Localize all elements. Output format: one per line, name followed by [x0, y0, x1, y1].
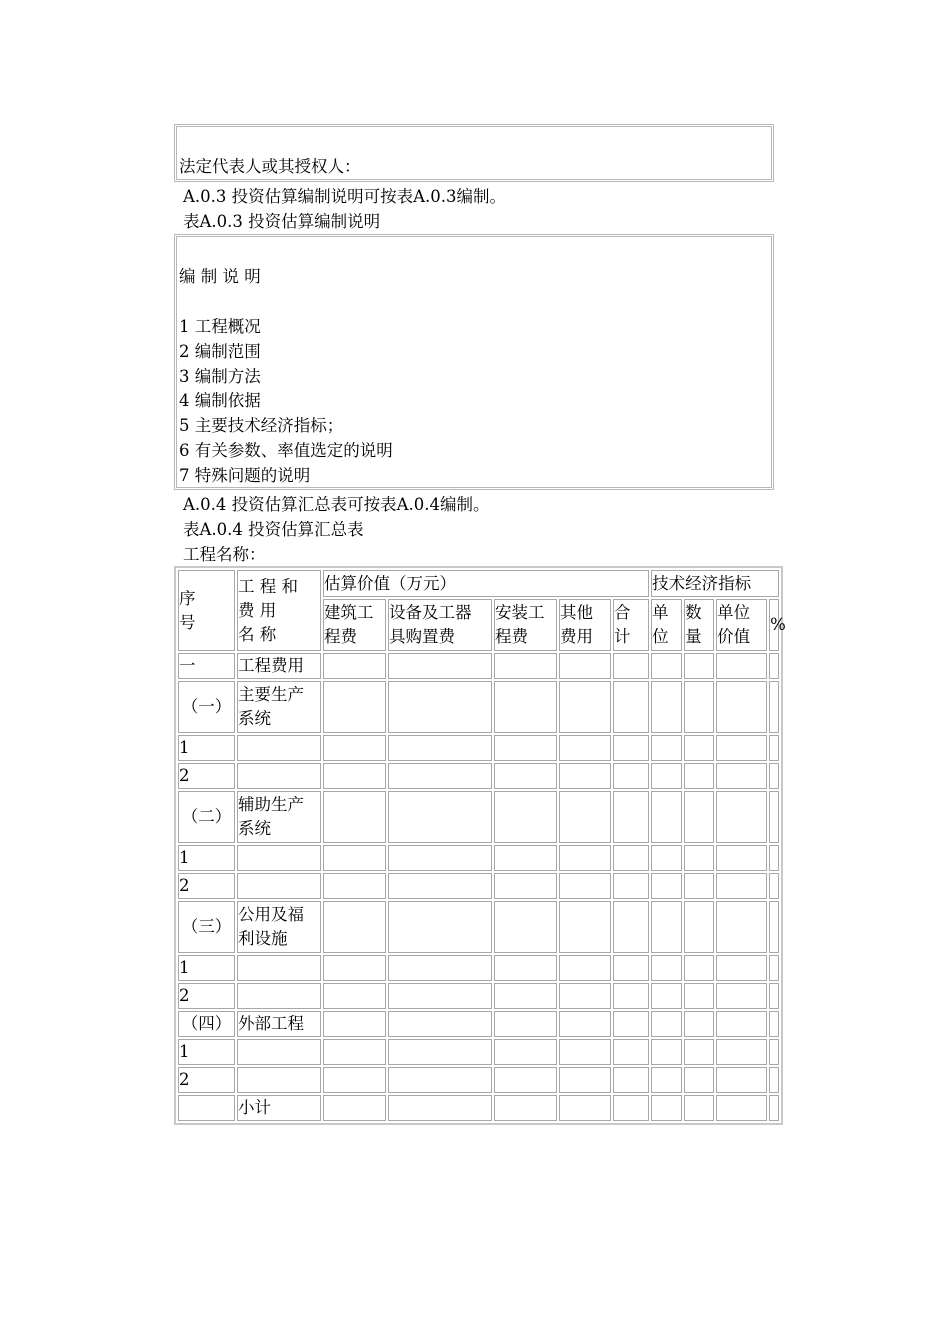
header-installation: 安装工 程费 — [494, 599, 557, 651]
empty-cell — [684, 791, 714, 843]
explanation-item: 1 工程概况 — [179, 317, 261, 336]
empty-cell — [651, 763, 682, 789]
empty-cell — [559, 735, 611, 761]
empty-cell — [684, 763, 714, 789]
empty-cell — [388, 653, 492, 679]
empty-cell — [388, 845, 492, 871]
header-estimate: 估算价值（万元） — [323, 570, 649, 597]
table-row — [178, 983, 779, 1009]
header-unit: 单 位 — [651, 599, 682, 651]
row-name: 外部工程 — [237, 1011, 321, 1037]
empty-cell — [388, 1095, 492, 1121]
header-building: 建筑工 程费 — [323, 599, 386, 651]
signature-box — [174, 124, 774, 182]
empty-cell — [613, 735, 649, 761]
row-seq: 1 — [178, 1039, 235, 1065]
empty-cell — [494, 1011, 557, 1037]
empty-cell — [559, 901, 611, 953]
empty-cell — [769, 873, 779, 899]
header-other: 其他 费用 — [559, 599, 611, 651]
table-row — [178, 873, 779, 899]
row-name: 主要生产 系统 — [237, 681, 321, 733]
empty-cell — [613, 845, 649, 871]
estimate-summary-table — [174, 566, 786, 1125]
row-seq: （二） — [178, 791, 235, 843]
empty-cell — [613, 1095, 649, 1121]
empty-cell — [716, 1095, 767, 1121]
header-name: 工 程 和 费 用 名 称 — [237, 570, 321, 651]
empty-cell — [684, 1067, 714, 1093]
empty-cell — [613, 791, 649, 843]
empty-cell — [651, 955, 682, 981]
empty-cell — [769, 1011, 779, 1037]
header-row-1 — [178, 570, 779, 597]
empty-cell — [323, 1011, 386, 1037]
table-row — [178, 1011, 779, 1037]
explanation-item: 3 编制方法 — [179, 366, 261, 386]
empty-cell — [323, 955, 386, 981]
row-seq — [178, 1095, 235, 1121]
a03-caption: 表A.0.3 投资估算编制说明 — [183, 212, 381, 231]
explanation-item: 2 编制范围 — [179, 341, 261, 361]
empty-cell — [684, 955, 714, 981]
empty-cell — [651, 1039, 682, 1065]
empty-cell — [769, 681, 779, 733]
row-seq: （一） — [178, 681, 235, 733]
row-name — [237, 955, 321, 981]
empty-cell — [769, 845, 779, 871]
empty-cell — [716, 653, 767, 679]
empty-cell — [323, 1067, 386, 1093]
empty-cell — [684, 1039, 714, 1065]
empty-cell — [323, 791, 386, 843]
row-seq: 2 — [178, 763, 235, 789]
empty-cell — [716, 1011, 767, 1037]
empty-cell — [323, 735, 386, 761]
empty-cell — [651, 845, 682, 871]
empty-cell — [559, 681, 611, 733]
a04-caption: 表A.0.4 投资估算汇总表 — [183, 520, 364, 539]
row-seq: 1 — [178, 955, 235, 981]
empty-cell — [769, 763, 779, 789]
empty-cell — [716, 763, 767, 789]
empty-cell — [769, 1039, 779, 1065]
empty-cell — [769, 901, 779, 953]
header-unit-value: 单位 价值 — [716, 599, 767, 651]
empty-cell — [494, 791, 557, 843]
empty-cell — [684, 845, 714, 871]
row-name — [237, 845, 321, 871]
empty-cell — [613, 681, 649, 733]
empty-cell — [684, 653, 714, 679]
row-name — [237, 763, 321, 789]
empty-cell — [613, 1067, 649, 1093]
empty-cell — [684, 873, 714, 899]
empty-cell — [388, 873, 492, 899]
empty-cell — [494, 763, 557, 789]
explanation-item: 6 有关参数、率值选定的说明 — [179, 441, 393, 460]
empty-cell — [651, 1095, 682, 1121]
empty-cell — [684, 735, 714, 761]
header-percent: % — [769, 599, 779, 651]
empty-cell — [388, 1011, 492, 1037]
empty-cell — [494, 873, 557, 899]
empty-cell — [559, 983, 611, 1009]
row-seq: 1 — [178, 845, 235, 871]
empty-cell — [559, 1011, 611, 1037]
empty-cell — [323, 845, 386, 871]
empty-cell — [651, 1067, 682, 1093]
empty-cell — [494, 1039, 557, 1065]
empty-cell — [323, 901, 386, 953]
table-row — [178, 681, 779, 733]
table-row — [178, 763, 779, 789]
empty-cell — [769, 791, 779, 843]
row-seq: 2 — [178, 1067, 235, 1093]
empty-cell — [323, 653, 386, 679]
empty-cell — [323, 873, 386, 899]
row-seq: 一 — [178, 653, 235, 679]
row-name — [237, 873, 321, 899]
header-total: 合 计 — [613, 599, 649, 651]
empty-cell — [559, 873, 611, 899]
table-row — [178, 1067, 779, 1093]
empty-cell — [613, 653, 649, 679]
empty-cell — [559, 1095, 611, 1121]
empty-cell — [388, 901, 492, 953]
empty-cell — [388, 791, 492, 843]
table-row — [178, 901, 779, 953]
empty-cell — [769, 983, 779, 1009]
empty-cell — [716, 791, 767, 843]
empty-cell — [388, 1067, 492, 1093]
row-name — [237, 1039, 321, 1065]
empty-cell — [559, 845, 611, 871]
header-tech: 技术经济指标 — [651, 570, 779, 597]
row-name: 工程费用 — [237, 653, 321, 679]
empty-cell — [651, 983, 682, 1009]
empty-cell — [613, 763, 649, 789]
row-seq: 2 — [178, 873, 235, 899]
empty-cell — [769, 1095, 779, 1121]
empty-cell — [716, 873, 767, 899]
empty-cell — [716, 735, 767, 761]
empty-cell — [651, 735, 682, 761]
empty-cell — [559, 1067, 611, 1093]
empty-cell — [559, 791, 611, 843]
empty-cell — [388, 763, 492, 789]
header-seq: 序 号 — [178, 570, 235, 651]
empty-cell — [769, 955, 779, 981]
header-equipment: 设备及工器 具购置费 — [388, 599, 492, 651]
empty-cell — [769, 735, 779, 761]
empty-cell — [323, 983, 386, 1009]
empty-cell — [651, 901, 682, 953]
row-seq: （四） — [178, 1011, 235, 1037]
explanation-item: 4 编制依据 — [179, 391, 261, 411]
empty-cell — [323, 1039, 386, 1065]
empty-cell — [684, 983, 714, 1009]
empty-cell — [494, 735, 557, 761]
row-name — [237, 1067, 321, 1093]
empty-cell — [716, 983, 767, 1009]
row-name: 辅助生产 系统 — [237, 791, 321, 843]
empty-cell — [323, 681, 386, 733]
empty-cell — [494, 653, 557, 679]
row-seq: 1 — [178, 735, 235, 761]
table-row — [178, 845, 779, 871]
table-row — [178, 1095, 779, 1121]
empty-cell — [388, 1039, 492, 1065]
table-row — [178, 1039, 779, 1065]
signature-line: 法定代表人或其授权人： — [179, 157, 361, 176]
empty-cell — [494, 845, 557, 871]
explanation-box — [174, 234, 774, 490]
empty-cell — [651, 791, 682, 843]
project-name-label: 工程名称： — [183, 545, 266, 564]
empty-cell — [494, 1067, 557, 1093]
empty-cell — [494, 901, 557, 953]
empty-cell — [494, 983, 557, 1009]
row-name: 公用及福 利设施 — [237, 901, 321, 953]
empty-cell — [388, 735, 492, 761]
empty-cell — [388, 681, 492, 733]
empty-cell — [716, 901, 767, 953]
empty-cell — [651, 653, 682, 679]
table-row — [178, 653, 779, 679]
empty-cell — [613, 1011, 649, 1037]
empty-cell — [559, 763, 611, 789]
empty-cell — [613, 901, 649, 953]
empty-cell — [559, 1039, 611, 1065]
empty-cell — [769, 1067, 779, 1093]
empty-cell — [613, 955, 649, 981]
explanation-title: 编 制 说 明 — [179, 267, 261, 286]
empty-cell — [716, 681, 767, 733]
empty-cell — [651, 1011, 682, 1037]
explanation-item: 7 特殊问题的说明 — [179, 465, 311, 485]
empty-cell — [323, 1095, 386, 1121]
a03-intro: A.0.3 投资估算编制说明可按表A.0.3编制。 — [183, 187, 507, 206]
explanation-item: 5 主要技术经济指标； — [179, 416, 344, 436]
empty-cell — [684, 1011, 714, 1037]
empty-cell — [716, 1067, 767, 1093]
empty-cell — [494, 1095, 557, 1121]
empty-cell — [684, 1095, 714, 1121]
empty-cell — [716, 845, 767, 871]
empty-cell — [613, 873, 649, 899]
empty-cell — [651, 681, 682, 733]
row-name — [237, 983, 321, 1009]
empty-cell — [769, 653, 779, 679]
table-row — [178, 955, 779, 981]
empty-cell — [323, 763, 386, 789]
empty-cell — [684, 681, 714, 733]
a04-intro: A.0.4 投资估算汇总表可按表A.0.4编制。 — [183, 495, 490, 514]
row-name — [237, 735, 321, 761]
empty-cell — [684, 901, 714, 953]
table-row — [178, 735, 779, 761]
empty-cell — [388, 955, 492, 981]
empty-cell — [559, 955, 611, 981]
empty-cell — [613, 1039, 649, 1065]
empty-cell — [716, 955, 767, 981]
empty-cell — [651, 873, 682, 899]
row-seq: 2 — [178, 983, 235, 1009]
empty-cell — [388, 983, 492, 1009]
row-name: 小计 — [237, 1095, 321, 1121]
table-row — [178, 791, 779, 843]
header-quantity: 数 量 — [684, 599, 714, 651]
empty-cell — [494, 681, 557, 733]
empty-cell — [494, 955, 557, 981]
empty-cell — [613, 983, 649, 1009]
empty-cell — [716, 1039, 767, 1065]
empty-cell — [559, 653, 611, 679]
row-seq: （三） — [178, 901, 235, 953]
